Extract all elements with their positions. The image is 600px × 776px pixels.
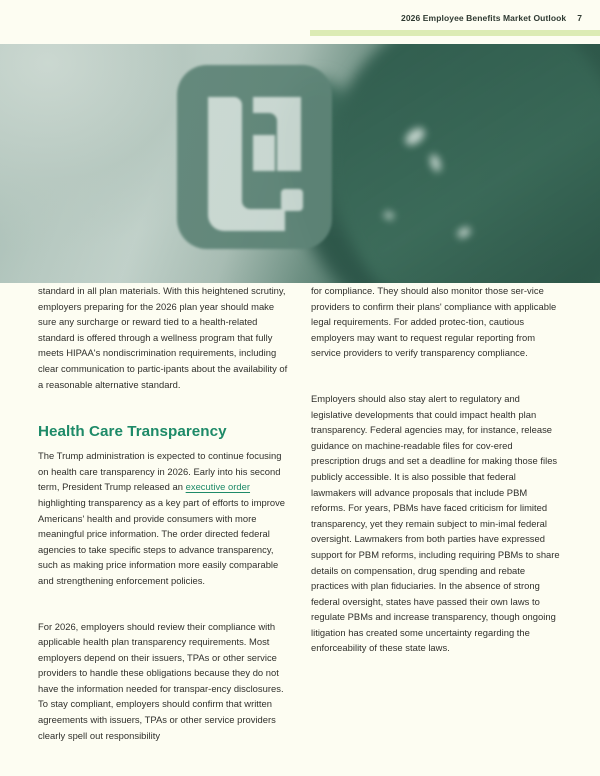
logo-glyph-icon [177, 65, 332, 249]
paragraph-continued-wellness: standard in all plan materials. With this heightened scrutiny, employers preparing for the 2026 plan year should make sure any surcharge or reward tied to a health-related standard is offered through a wellness program that fully meets HIPAA's nondiscrimination requirements, including clear communication to partic-ipants about the availability of a reasonable alternative standard. [38, 285, 288, 390]
page-content [0, 283, 600, 776]
left-text-column [38, 283, 288, 761]
section-heading-health-care-transparency: Health Care Transparency [38, 423, 227, 441]
logo-mark-icon [177, 65, 332, 249]
paragraph-text-after-link: highlighting transparency as a key part of efforts to improve Americans' health and provide consumers with more meaningful price information. The order directed federal agencies to take specific steps to advance transparency, such as making price information more easily comparable and strengthening enforcement policies. [38, 496, 286, 586]
paragraph-transparency-intro [38, 448, 288, 588]
paragraph-pbm-regulatory-developments: Employers should also stay alert to regulatory and legislative developments that could impact health plan transparency. Federal agencies may, for instance, release guidance on machine-readable files for cov-ered prescription drugs and set a deadline for making those files publicly accessible. It is also possible that federal lawmakers will advance proposals that include PBM reforms. For years, PBMs have faced criticism for limited transparency, yet they remain subject to min-imal federal oversight. Lawmakers from both parties have expressed support for PBM reforms, including requiring PBMs to share details on compensation, drug spending and rebate practices with plan fiduciaries. In the absence of strong federal oversight, states have passed their own laws to regulate PBMs and increase transparency, though ongoing litigation has created some uncertainty regarding the enforceability of these state laws. [311, 392, 560, 654]
header-title-row [401, 13, 582, 23]
executive-order-link[interactable]: executive order [185, 481, 251, 493]
paragraph-service-provider-monitoring: for compliance. They should also monitor those ser-vice providers to confirm their plans' compliance with applicable legal requirements. For added protec-tion, cautious employers may want to request regular reporting from service providers to verify transparency compliance. [311, 285, 557, 359]
paragraph-text-before-link: The Trump administration is expected to continue focusing on health care transparency in 2026. Early into his second term, President Trump released an [38, 450, 282, 493]
paragraph-employer-compliance-review: For 2026, employers should review their compliance with applicable health plan transparency requirements. Most employers depend on their issuers, TPAs or other service providers to handle these obligations because they do not have the information needed for transpar-ency disclosures. To stay compliant, employers should confirm that written agreements with issuers, TPAs or other service providers clearly spell out responsibility [38, 620, 284, 741]
page-header [0, 0, 600, 44]
document-title: 2026 Employee Benefits Market Outlook [401, 13, 567, 23]
right-text-column [311, 283, 561, 674]
hero-image [0, 44, 600, 283]
page-number: 7 [577, 13, 582, 23]
header-accent-rule [310, 30, 600, 36]
